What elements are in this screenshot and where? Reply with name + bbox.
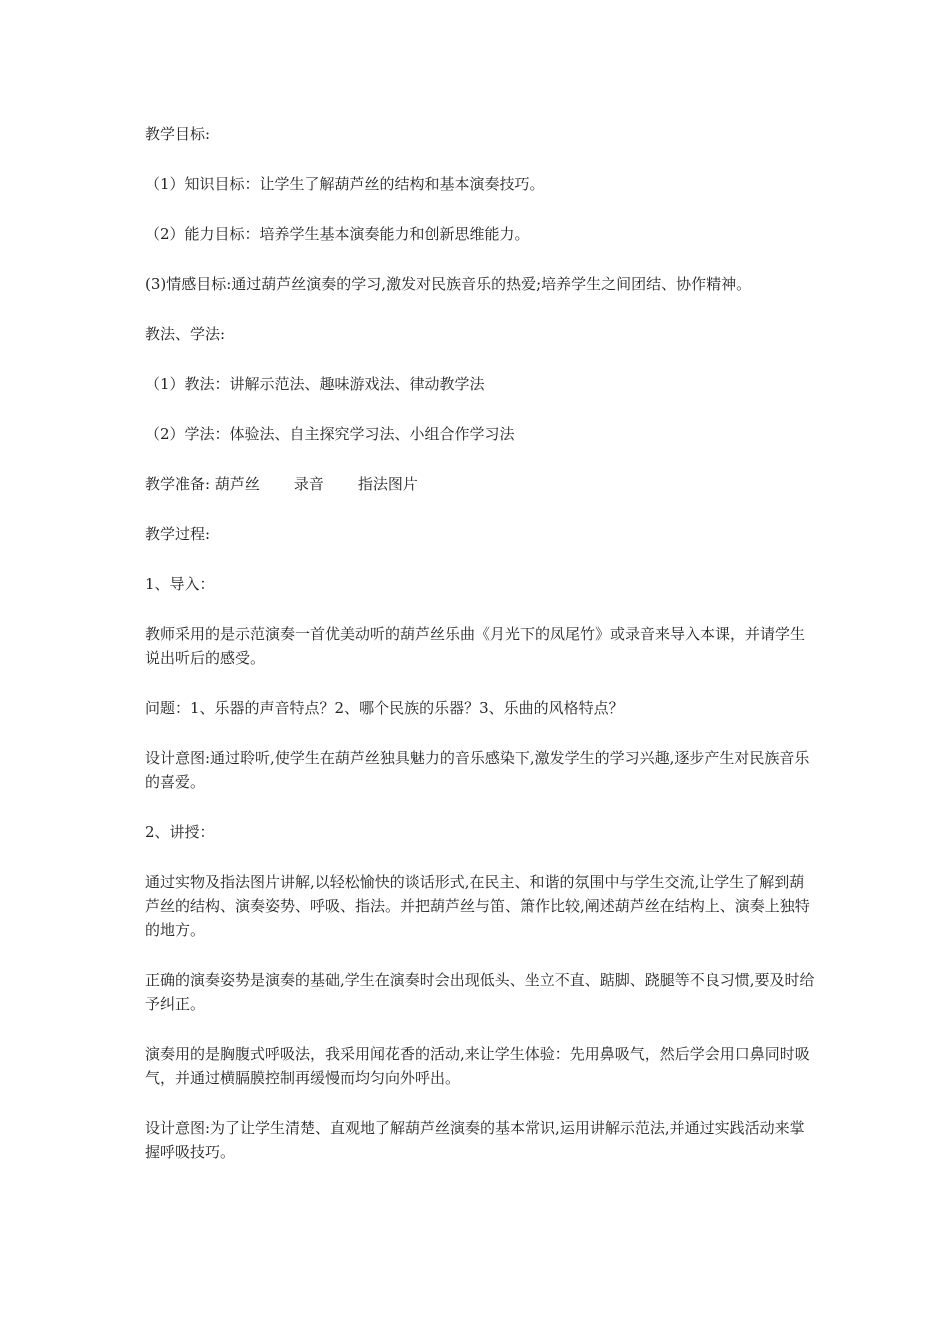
- learning-method: （2）学法：体验法、自主探究学习法、小组合作学习法: [145, 425, 515, 443]
- section-intro: 1、导入：: [145, 575, 215, 593]
- design-intent-2: 设计意图:为了让学生清楚、直观地了解葫芦丝演奏的基本常识,运用讲解示范法,并通过实践活动来掌握呼吸技巧。: [145, 1119, 805, 1161]
- goal-knowledge: （1）知识目标：让学生了解葫芦丝的结构和基本演奏技巧。: [145, 175, 545, 193]
- heading-teaching-goals: 教学目标:: [145, 125, 211, 143]
- goal-ability: （2）能力目标：培养学生基本演奏能力和创新思维能力。: [145, 225, 530, 243]
- lecture-text: 通过实物及指法图片讲解,以轻松愉快的谈话形式,在民主、和谐的氛围中与学生交流,让学生了解到葫芦丝的结构、演奏姿势、呼吸、指法。并把葫芦丝与笛、箫作比较,阐述葫芦丝在结构上、演奏上独特的地方。: [145, 873, 810, 939]
- document-body: [145, 122, 815, 1190]
- heading-methods: 教法、学法:: [145, 325, 226, 343]
- prep-item: 指法图片: [357, 475, 418, 493]
- heading-process: 教学过程:: [145, 525, 211, 543]
- teaching-preparation: [145, 472, 815, 496]
- breathing-text: 演奏用的是胸腹式呼吸法，我采用闻花香的活动,来让学生体验：先用鼻吸气，然后学会用口鼻同时吸气，并通过横膈膜控制再缓慢而均匀向外呼出。: [145, 1045, 810, 1087]
- goal-emotion: (3)情感目标:通过葫芦丝演奏的学习,激发对民族音乐的热爱;培养学生之间团结、协作精神。: [145, 275, 752, 293]
- prep-label: 教学准备:: [145, 475, 215, 493]
- intro-text: 教师采用的是示范演奏一首优美动听的葫芦丝乐曲《月光下的凤尾竹》或录音来导入本课，并请学生说出听后的感受。: [145, 625, 806, 667]
- prep-item: 录音: [293, 475, 324, 493]
- posture-text: 正确的演奏姿势是演奏的基础,学生在演奏时会出现低头、坐立不直、踮脚、跷腿等不良习惯,要及时给予纠正。: [145, 971, 815, 1013]
- questions: 问题：1、乐器的声音特点？2、哪个民族的乐器？3、乐曲的风格特点？: [145, 699, 624, 717]
- teaching-method: （1）教法：讲解示范法、趣味游戏法、律动教学法: [145, 375, 485, 393]
- section-lecture: 2、讲授：: [145, 823, 215, 841]
- design-intent-1: 设计意图:通过聆听,使学生在葫芦丝独具魅力的音乐感染下,激发学生的学习兴趣,逐步产生对民族音乐的喜爱。: [145, 749, 810, 791]
- prep-item: 葫芦丝: [214, 475, 260, 493]
